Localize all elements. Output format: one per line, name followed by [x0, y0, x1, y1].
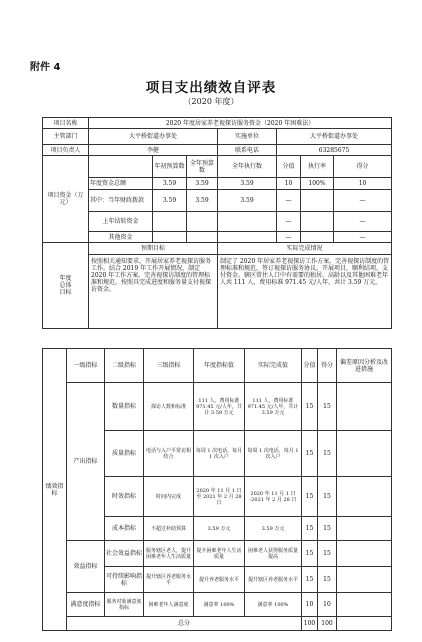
fund-rate	[301, 212, 334, 232]
fund-full: 3.59	[187, 178, 218, 190]
expected-goal-header: 预期目标	[89, 243, 218, 255]
project-name-label: 项目名称	[43, 118, 89, 129]
fund-row-label: 其中：当年财政拨款	[89, 190, 153, 212]
hdr-target: 年度指标值	[194, 349, 245, 383]
phone-label: 联系电话	[218, 145, 277, 156]
benefit-indicator-label: 效益指标	[67, 541, 105, 593]
weight-cell: 15	[302, 517, 318, 541]
level2-cell: 数量指标	[105, 383, 144, 431]
leader-label: 项目负责人	[43, 145, 89, 156]
score-cell: 15	[318, 431, 337, 477]
dept-value: 大平桥街道办事处	[89, 129, 218, 145]
level3-cell: 时间内完成	[144, 477, 194, 517]
level2-cell: 成本指标	[105, 517, 144, 541]
hdr-deviation: 偏差原因分析及改进措施	[337, 349, 392, 383]
funds-blank-header	[89, 156, 153, 178]
actual-cell: 满意率 100%	[245, 593, 302, 617]
deviation-cell	[337, 431, 392, 477]
fund-full	[187, 232, 218, 243]
actual-goal-text: 制定了 2020 年居家养老视探访工作方案，完善视探访制度的管理标准和规范，签订视探访服务协议，开展项目，顺利结项，支付资金。辖区常住人口中有需要的独居、高龄以及其他困难老年人共 111 人，费用标准 971.45 元/人年，共计 3.59 万元。	[218, 255, 392, 329]
fund-exec: 3.59	[218, 178, 277, 190]
score-cell: 15	[318, 517, 337, 541]
phone-value: 63285675	[277, 145, 392, 156]
level3-cell: 服务辖区老人，提升困难老年人生活质量	[144, 541, 194, 567]
goals-section-label: 年度总体目标	[43, 243, 89, 329]
project-name-value: 2020 年度居家养老视探访服务资金（2020 年困难法）	[89, 118, 392, 129]
level3-cell: 电话与入户平常访相结合	[144, 431, 194, 477]
fund-weight: 10	[277, 178, 301, 190]
leader-value: 李健	[89, 145, 218, 156]
level3-cell: 提升辖区养老服务水平	[144, 567, 194, 593]
level3-cell: 探访人数和标准	[144, 383, 194, 431]
total-label: 总分	[67, 617, 302, 631]
target-cell: 111 人，费用标准 971.45 元/人年，共计 3.59 万元	[194, 383, 245, 431]
score-cell: 15	[318, 567, 337, 593]
col-score-weight: 分值	[277, 156, 301, 178]
level2-cell: 服务对象满意度指标	[105, 593, 144, 617]
level2-cell: 时效指标	[105, 477, 144, 517]
fund-rate	[301, 232, 334, 243]
fund-full: 3.59	[187, 190, 218, 212]
deviation-cell	[337, 517, 392, 541]
hdr-actual: 实际完成值	[245, 349, 302, 383]
target-cell: 2020 年 11 月 1 日至 2021 年 2 月 28 日	[194, 477, 245, 517]
page-title: 项目支出绩效自评表	[145, 80, 277, 96]
level3-cell: 不超过补助预算	[144, 517, 194, 541]
weight-cell: 10	[302, 593, 318, 617]
info-table	[42, 117, 392, 329]
actual-cell: 每周 1 次电话，每月 1 次入户	[245, 431, 302, 477]
col-exec-rate: 执行率	[301, 156, 334, 178]
fund-exec	[218, 212, 277, 232]
fund-full	[187, 212, 218, 232]
impl-label: 实施单位	[218, 129, 277, 145]
col-annual-budget: 年初预算数	[153, 156, 187, 178]
actual-cell: 提升辖区养老服务水平	[245, 567, 302, 593]
col-score: 得分	[334, 156, 392, 178]
year-subtitle: （2020 年度）	[183, 97, 239, 106]
hdr-level2: 二级指标	[105, 349, 144, 383]
deviation-cell	[337, 567, 392, 593]
fund-score: 10	[334, 178, 392, 190]
actual-goal-header: 实际完成情况	[218, 243, 392, 255]
fund-exec: 3.59	[218, 190, 277, 212]
actual-cell: 2020 年 11 月 1 日 -2021 年 2 月 28 日	[245, 477, 302, 517]
weight-cell: 15	[302, 383, 318, 431]
level3-cell: 困难老年人满意度	[144, 593, 194, 617]
weight-cell: 15	[302, 567, 318, 593]
actual-cell: 3.59 万元	[245, 517, 302, 541]
deviation-cell	[337, 593, 392, 617]
level2-cell: 社会效益指标	[105, 541, 144, 567]
fund-annual	[153, 212, 187, 232]
fund-annual: 3.59	[153, 190, 187, 212]
fund-row-label: 上年结转资金	[89, 212, 153, 232]
hdr-level1: 一级指标	[67, 349, 105, 383]
weight-cell: 15	[302, 541, 318, 567]
dept-label: 主管部门	[43, 129, 89, 145]
impl-value: 大平桥街道办事处	[277, 129, 392, 145]
performance-section-label: 绩效指标	[43, 349, 67, 631]
fund-rate: 100%	[301, 178, 334, 190]
total-score: 100	[318, 617, 337, 631]
fund-row-label: 其他资金	[89, 232, 153, 243]
satisfaction-indicator-label: 满意度指标	[67, 593, 105, 617]
hdr-weight: 分值	[302, 349, 318, 383]
fund-annual: 3.59	[153, 178, 187, 190]
fund-score: —	[334, 212, 392, 232]
deviation-cell	[337, 541, 392, 567]
funds-section-label: 项目资金（万元）	[43, 156, 89, 243]
score-cell: 15	[318, 541, 337, 567]
hdr-score: 得分	[318, 349, 337, 383]
score-cell: 10	[318, 593, 337, 617]
target-cell: 满意率 100%	[194, 593, 245, 617]
target-cell: 3.59 万元	[194, 517, 245, 541]
actual-cell: 困难老人获得服务质量提高	[245, 541, 302, 567]
fund-score: —	[334, 190, 392, 212]
total-deviation	[337, 617, 392, 631]
weight-cell: 15	[302, 431, 318, 477]
fund-annual	[153, 232, 187, 243]
col-full-year-exec: 全年执行数	[218, 156, 277, 178]
fund-exec	[218, 232, 277, 243]
target-cell: 提升养老服务水平	[194, 567, 245, 593]
score-cell: 15	[318, 477, 337, 517]
fund-weight: —	[277, 212, 301, 232]
actual-cell: 111 人，费用标准 971.45 元/人年，共计 3.59 万元	[245, 383, 302, 431]
fund-score: —	[334, 232, 392, 243]
fund-weight: —	[277, 190, 301, 212]
hdr-level3: 三级指标	[144, 349, 194, 383]
deviation-cell	[337, 477, 392, 517]
score-cell: 15	[318, 383, 337, 431]
level2-cell: 可持续影响指标	[105, 567, 144, 593]
fund-row-label: 年度资金总额	[89, 178, 153, 190]
deviation-cell	[337, 383, 392, 431]
performance-table	[42, 348, 392, 631]
weight-cell: 15	[302, 477, 318, 517]
fund-rate	[301, 190, 334, 212]
level2-cell: 质量指标	[105, 431, 144, 477]
total-weight: 100	[302, 617, 318, 631]
attachment-label: 附件 4	[30, 62, 61, 73]
fund-weight: —	[277, 232, 301, 243]
col-full-year-budget: 全年预算数	[187, 156, 218, 178]
target-cell: 提升困难老年人生活质量	[194, 541, 245, 567]
expected-goal-text: 按照相关通知要求，开展居家养老视探访服务工作。结合 2019 年工作开展情况，制定 2020 年工作方案，完善视探访制度的管理标准和规范，按照具完成进度和服务量支付视探访资金。	[89, 255, 218, 329]
target-cell: 每周 1 次电话，每月 1 次入户	[194, 431, 245, 477]
output-indicator-label: 产出指标	[67, 383, 105, 541]
